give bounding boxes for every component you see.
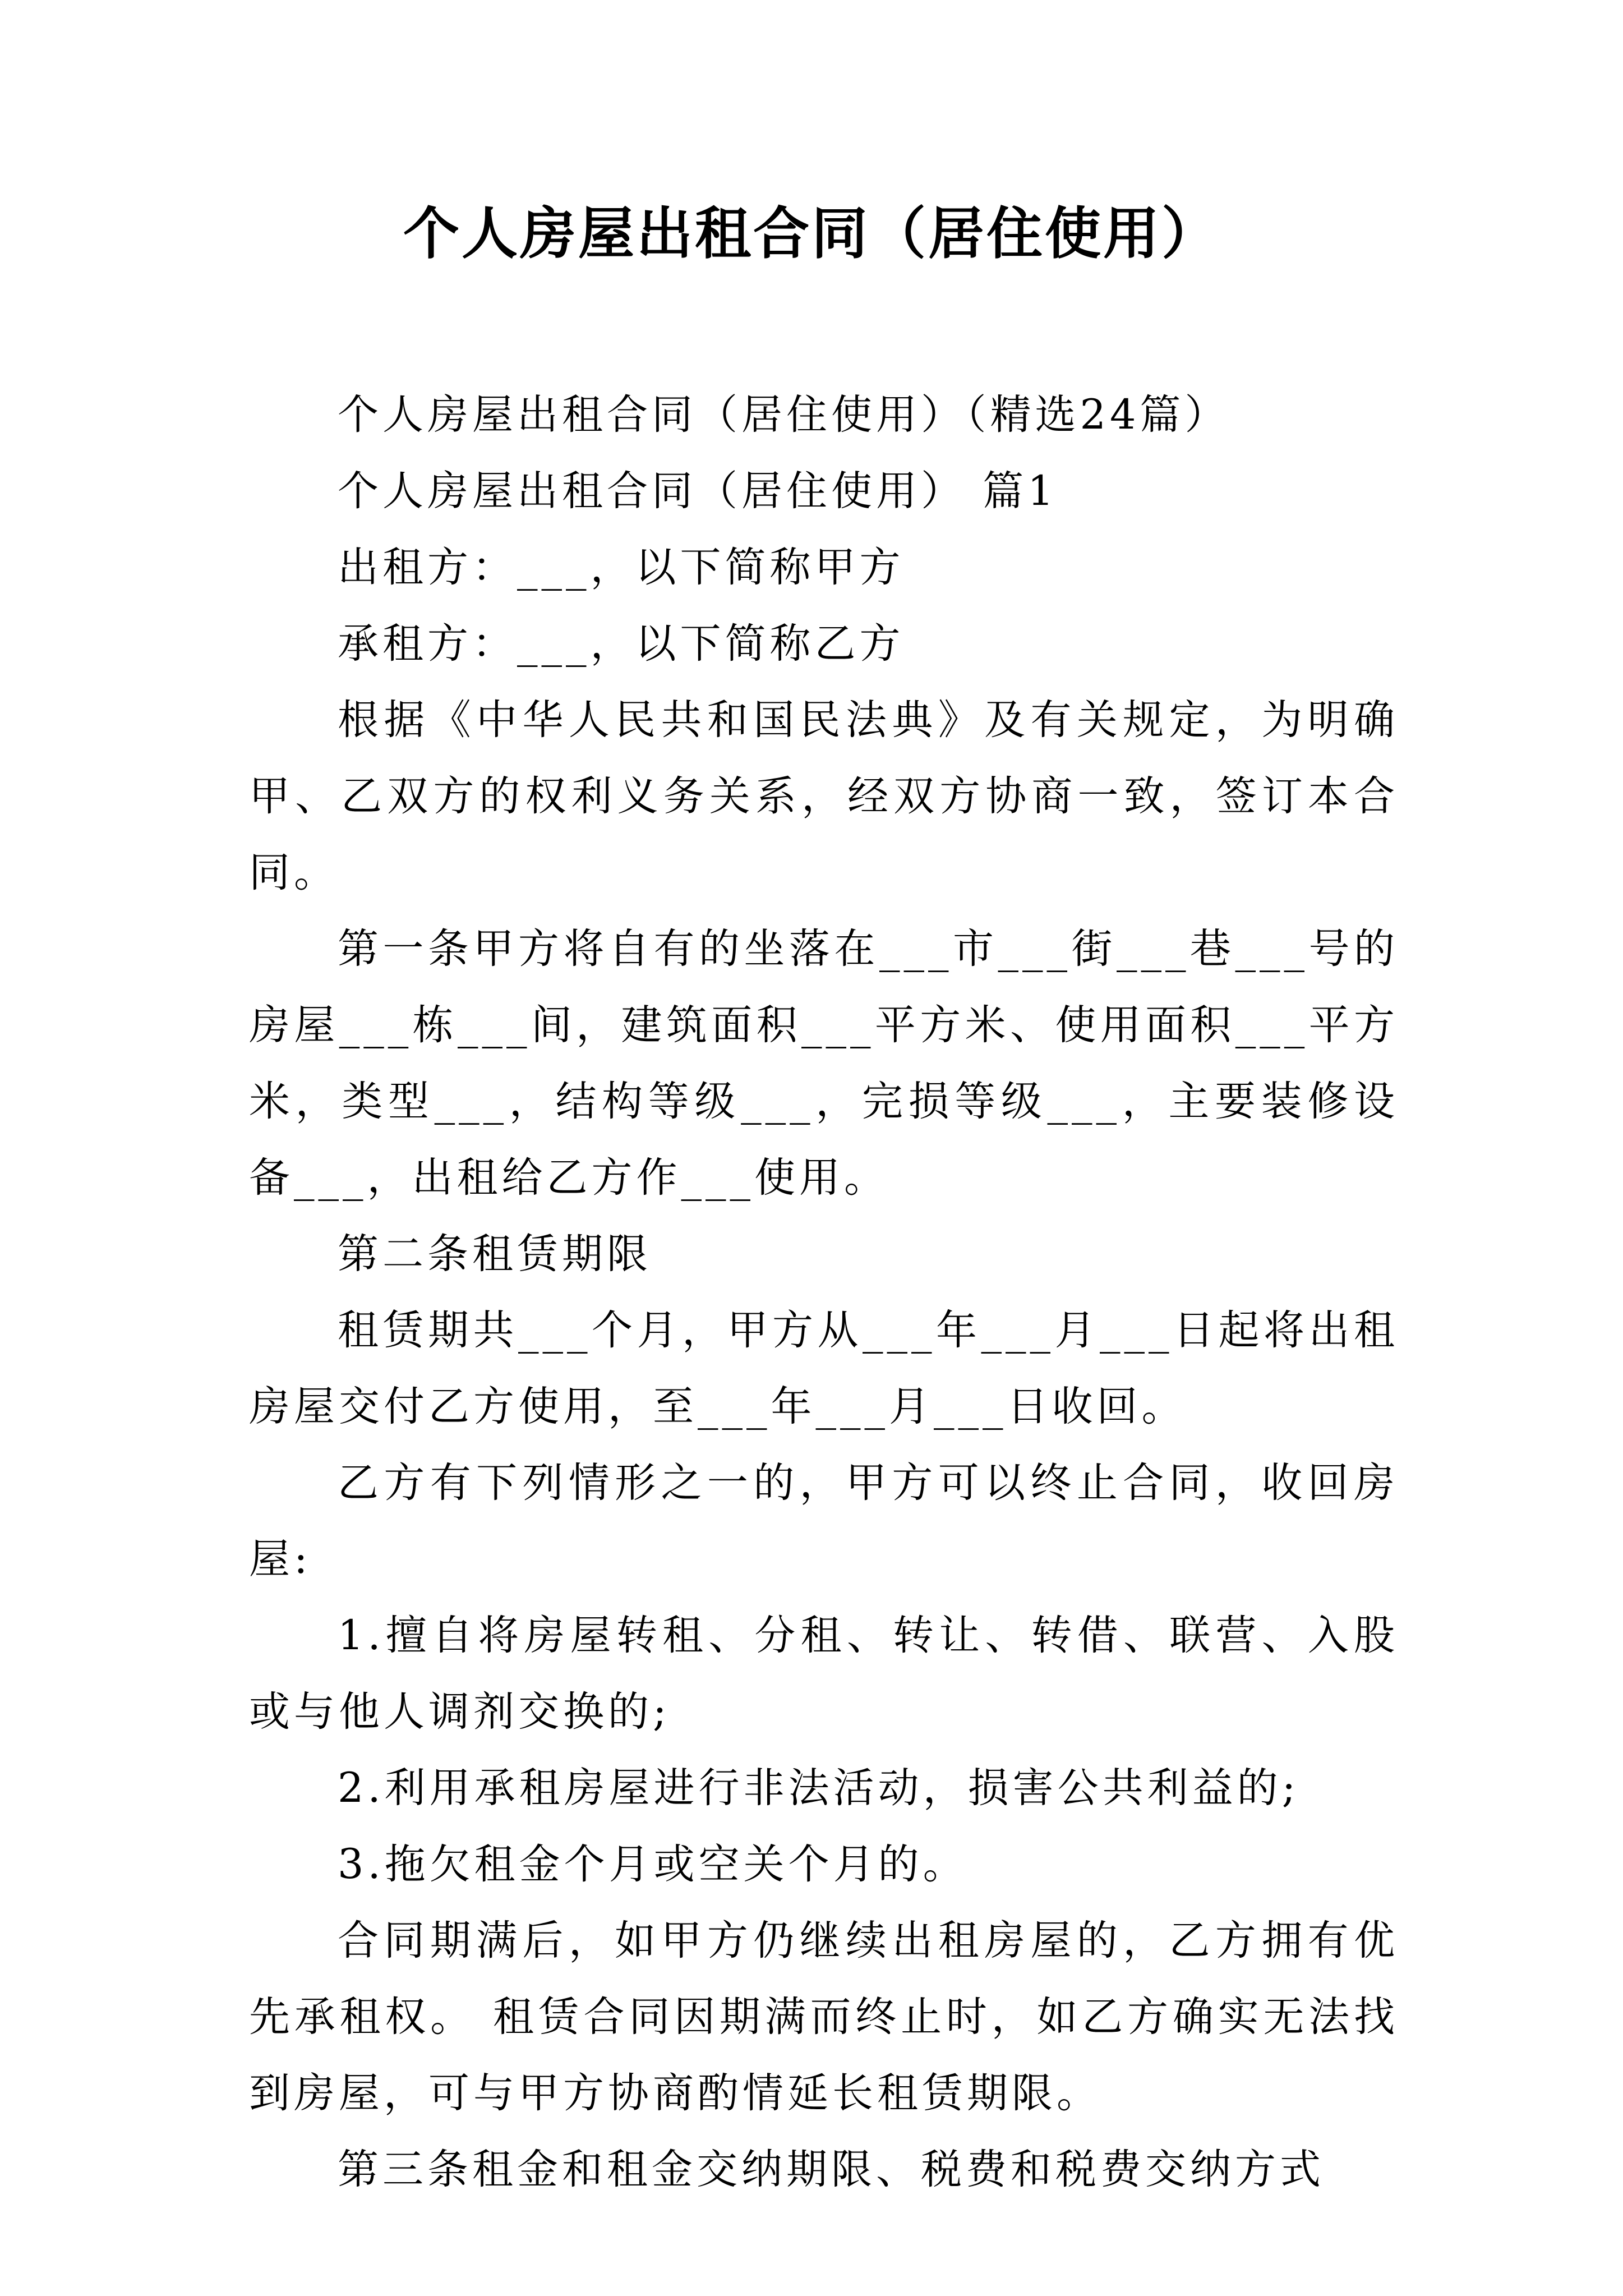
paragraph-article-2-heading: 第二条租赁期限 xyxy=(338,1230,652,1278)
paragraph-article-1: 第一条甲方将自有的坐落在___市___街___巷___号的房屋___栋___间，建筑面积___平方米、使用面积___平方米，类型___，结构等级___，完损等级___，主要装修设备___，出租给乙方作___使用。 xyxy=(249,925,1399,1202)
paragraph-lessee: 承租方：___，以下简称乙方 xyxy=(338,620,905,668)
document-body xyxy=(249,377,1399,2208)
paragraph-lessor: 出租方：___，以下简称甲方 xyxy=(338,544,905,591)
paragraph-renewal: 合同期满后，如甲方仍继续出租房屋的，乙方拥有优先承租权。 租赁合同因期满而终止时，如乙方确实无法找到房屋，可与甲方协商酌情延长租赁期限。 xyxy=(249,1917,1399,2117)
paragraph-lease-term: 租赁期共___个月，甲方从___年___月___日起将出租房屋交付乙方使用，至___年___月___日收回。 xyxy=(249,1306,1399,1430)
paragraph-subtitle: 个人房屋出租合同（居住使用）（精选24篇） xyxy=(338,391,1230,439)
document-title: 个人房屋出租合同（居住使用） xyxy=(403,201,1220,266)
paragraph-termination-intro: 乙方有下列情形之一的，甲方可以终止合同，收回房屋: xyxy=(249,1459,1399,1583)
paragraph-section-heading: 个人房屋出租合同（居住使用） 篇1 xyxy=(338,467,1058,515)
paragraph-termination-item-1: 1.擅自将房屋转租、分租、转让、转借、联营、入股或与他人调剂交换的; xyxy=(249,1612,1399,1736)
paragraph-preamble: 根据《中华人民共和国民法典》及有关规定，为明确甲、乙双方的权利义务关系，经双方协商一致，签订本合同。 xyxy=(249,696,1399,896)
paragraph-termination-item-3: 3.拖欠租金个月或空关个月的。 xyxy=(338,1841,968,1888)
paragraph-article-3-heading: 第三条租金和租金交纳期限、税费和税费交纳方式 xyxy=(338,2146,1325,2193)
paragraph-termination-item-2: 2.利用承租房屋进行非法活动，损害公共利益的; xyxy=(338,1764,1300,1812)
